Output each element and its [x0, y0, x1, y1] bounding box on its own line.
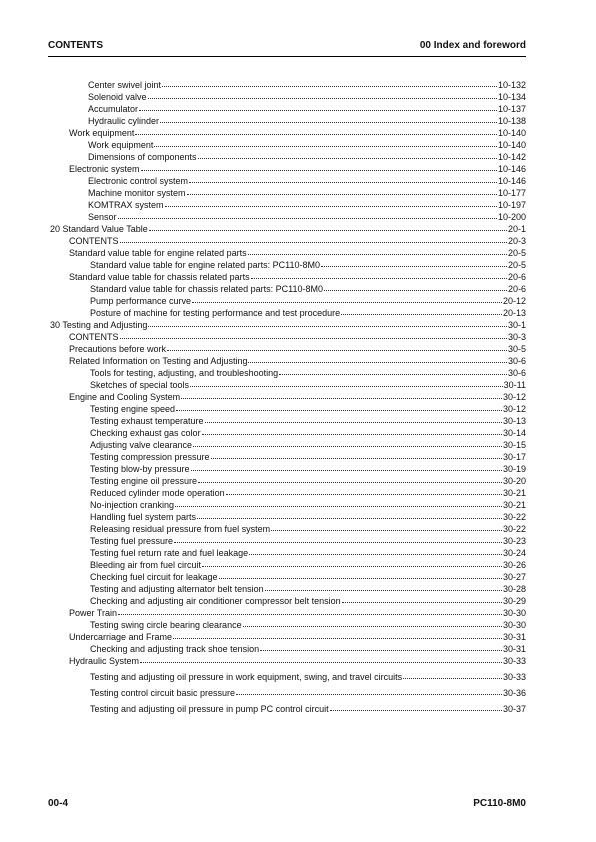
- toc-entry-title: Dimensions of components: [88, 152, 197, 162]
- model-number: PC110-8M0: [473, 798, 526, 809]
- dot-leader: [321, 266, 507, 267]
- toc-entry[interactable]: [48, 582, 526, 594]
- toc-entry[interactable]: [48, 606, 526, 618]
- dot-leader: [167, 350, 507, 351]
- toc-entry-title: Testing exhaust temperature: [90, 416, 204, 426]
- toc-entry[interactable]: [48, 510, 526, 522]
- toc-entry[interactable]: [48, 534, 526, 546]
- toc-entry-title: Testing fuel return rate and fuel leakage: [90, 548, 249, 558]
- toc-entry-title: Standard value table for engine related parts: PC110-8M0: [90, 260, 320, 270]
- dot-leader: [260, 650, 502, 651]
- toc-entry-page: 30-13: [502, 416, 526, 426]
- dot-leader: [205, 422, 502, 423]
- dot-leader: [148, 98, 497, 99]
- toc-entry[interactable]: [48, 682, 526, 698]
- dot-leader: [140, 662, 502, 663]
- toc-entry[interactable]: [48, 162, 526, 174]
- toc-entry[interactable]: [48, 78, 526, 90]
- toc-entry[interactable]: [48, 426, 526, 438]
- dot-leader: [249, 554, 502, 555]
- toc-entry[interactable]: [48, 294, 526, 306]
- toc-entry[interactable]: [48, 570, 526, 582]
- toc-entry-page: 10-134: [497, 92, 526, 102]
- dot-leader: [135, 134, 497, 135]
- toc-entry-title: Work equipment: [88, 140, 154, 150]
- toc-entry[interactable]: [48, 138, 526, 150]
- toc-entry-title: Sketches of special tools: [90, 380, 190, 390]
- toc-entry[interactable]: [48, 450, 526, 462]
- toc-entry-title: Electronic control system: [88, 176, 189, 186]
- dot-leader: [181, 398, 502, 399]
- dot-leader: [160, 122, 497, 123]
- toc-entry-title: Undercarriage and Frame: [69, 632, 173, 642]
- toc-entry-page: 30-23: [502, 536, 526, 546]
- toc-entry-page: 30-24: [502, 548, 526, 558]
- dot-leader: [148, 326, 507, 327]
- toc-entry[interactable]: [48, 630, 526, 642]
- toc-entry-page: 30-1: [507, 320, 526, 330]
- dot-leader: [192, 302, 502, 303]
- toc-entry-title: 20 Standard Value Table: [50, 224, 148, 234]
- toc-entry-page: 30-36: [502, 688, 526, 698]
- toc-entry-title: Precautions before work: [69, 344, 167, 354]
- dot-leader: [173, 638, 502, 639]
- toc-entry[interactable]: [48, 438, 526, 450]
- toc-entry-title: No-injection cranking: [90, 500, 175, 510]
- toc-entry[interactable]: [48, 558, 526, 570]
- toc-entry-page: 10-138: [497, 116, 526, 126]
- toc-entry[interactable]: [48, 150, 526, 162]
- toc-entry[interactable]: [48, 642, 526, 654]
- toc-entry[interactable]: [48, 234, 526, 246]
- dot-leader: [342, 602, 502, 603]
- toc-entry-title: Testing control circuit basic pressure: [90, 688, 236, 698]
- toc-entry-page: 30-37: [502, 704, 526, 714]
- toc-entry[interactable]: [48, 522, 526, 534]
- toc-entry-title: CONTENTS: [69, 332, 119, 342]
- toc-entry-title: Testing blow-by pressure: [90, 464, 190, 474]
- toc-entry-title: Handling fuel system parts: [90, 512, 197, 522]
- toc-entry-page: 30-17: [502, 452, 526, 462]
- toc-entry[interactable]: [48, 546, 526, 558]
- dot-leader: [120, 338, 507, 339]
- toc-entry[interactable]: [48, 114, 526, 126]
- toc-entry[interactable]: [48, 654, 526, 666]
- dot-leader: [165, 206, 497, 207]
- toc-entry-title: Reduced cylinder mode operation: [90, 488, 225, 498]
- toc-entry-title: Standard value table for chassis related parts: [69, 272, 250, 282]
- dot-leader: [197, 518, 502, 519]
- toc-entry-page: 30-29: [502, 596, 526, 606]
- toc-entry-title: Accumulator: [88, 104, 139, 114]
- toc-entry-title: Related Information on Testing and Adjusting: [69, 356, 248, 366]
- toc-entry[interactable]: [48, 282, 526, 294]
- toc-entry-page: 20-3: [507, 236, 526, 246]
- dot-leader: [251, 278, 507, 279]
- toc-entry-page: 10-132: [497, 80, 526, 90]
- toc-entry-page: 30-31: [502, 644, 526, 654]
- toc-entry[interactable]: [48, 698, 526, 714]
- dot-leader: [193, 446, 502, 447]
- toc-entry-title: Sensor: [88, 212, 117, 222]
- toc-entry-title: Bleeding air from fuel circuit: [90, 560, 202, 570]
- toc-entry-title: Posture of machine for testing performance and test procedure: [90, 308, 341, 318]
- dot-leader: [271, 530, 502, 531]
- toc-entry[interactable]: [48, 402, 526, 414]
- toc-entry-title: Testing fuel pressure: [90, 536, 174, 546]
- toc-entry-title: Tools for testing, adjusting, and troubleshooting: [90, 368, 279, 378]
- toc-entry-page: 30-3: [507, 332, 526, 342]
- toc-entry-page: 30-11: [503, 380, 526, 390]
- toc-entry[interactable]: [48, 174, 526, 186]
- dot-leader: [175, 506, 502, 507]
- toc-entry-title: Adjusting valve clearance: [90, 440, 193, 450]
- toc-entry[interactable]: [48, 354, 526, 366]
- toc-entry[interactable]: [48, 306, 526, 318]
- toc-entry-page: 30-15: [502, 440, 526, 450]
- toc-entry[interactable]: [48, 126, 526, 138]
- dot-leader: [248, 362, 507, 363]
- toc-entry[interactable]: [48, 486, 526, 498]
- toc-entry-title: KOMTRAX system: [88, 200, 164, 210]
- toc-entry-title: Testing swing circle bearing clearance: [90, 620, 242, 630]
- dot-leader: [265, 590, 502, 591]
- dot-leader: [191, 470, 502, 471]
- dot-leader: [149, 230, 507, 231]
- toc-entry-page: 30-14: [502, 428, 526, 438]
- toc-entry-page: 10-146: [497, 164, 526, 174]
- dot-leader: [120, 242, 507, 243]
- toc-entry-page: 10-140: [497, 140, 526, 150]
- dot-leader: [202, 566, 502, 567]
- toc-entry[interactable]: [48, 462, 526, 474]
- toc-entry-title: Power Train: [69, 608, 118, 618]
- dot-leader: [341, 314, 502, 315]
- toc-entry-title: CONTENTS: [69, 236, 119, 246]
- dot-leader: [330, 710, 502, 711]
- toc-entry-page: 30-31: [502, 632, 526, 642]
- toc-entry[interactable]: [48, 666, 526, 682]
- dot-leader: [236, 694, 502, 695]
- toc-entry-page: 20-5: [507, 260, 526, 270]
- toc-entry-page: 20-6: [507, 272, 526, 282]
- dot-leader: [198, 482, 502, 483]
- dot-leader: [118, 614, 502, 615]
- toc-entry-title: Machine monitor system: [88, 188, 186, 198]
- toc-entry[interactable]: [48, 210, 526, 222]
- toc-entry-page: 30-6: [507, 368, 526, 378]
- dot-leader: [190, 386, 503, 387]
- toc-entry[interactable]: [48, 90, 526, 102]
- dot-leader: [243, 626, 502, 627]
- toc-entry-page: 30-20: [502, 476, 526, 486]
- toc-entry-title: Checking fuel circuit for leakage: [90, 572, 218, 582]
- dot-leader: [187, 194, 497, 195]
- dot-leader: [174, 542, 502, 543]
- toc-entry-title: Testing and adjusting alternator belt tension: [90, 584, 264, 594]
- toc-entry-page: 30-33: [502, 656, 526, 666]
- dot-leader: [198, 158, 497, 159]
- toc-entry[interactable]: [48, 258, 526, 270]
- dot-leader: [324, 290, 507, 291]
- toc-entry-page: 30-21: [502, 500, 526, 510]
- toc-entry-title: Engine and Cooling System: [69, 392, 181, 402]
- toc-entry-title: Releasing residual pressure from fuel system: [90, 524, 271, 534]
- toc-entry-title: Pump performance curve: [90, 296, 192, 306]
- toc-entry[interactable]: [48, 414, 526, 426]
- dot-leader: [248, 254, 507, 255]
- dot-leader: [403, 678, 502, 679]
- toc-entry[interactable]: [48, 390, 526, 402]
- toc-entry[interactable]: [48, 594, 526, 606]
- toc-entry[interactable]: [48, 378, 526, 390]
- toc-entry-page: 30-21: [502, 488, 526, 498]
- dot-leader: [189, 182, 497, 183]
- dot-leader: [118, 218, 497, 219]
- toc-entry[interactable]: [48, 474, 526, 486]
- header-chapter-title: 00 Index and foreword: [419, 40, 526, 51]
- toc-entry-title: Testing and adjusting oil pressure in pump PC control circuit: [90, 704, 329, 714]
- toc-entry-page: 30-12: [502, 392, 526, 402]
- toc-entry[interactable]: [48, 102, 526, 114]
- toc-entry[interactable]: [48, 246, 526, 258]
- toc-entry-page: 20-13: [502, 308, 526, 318]
- toc-entry[interactable]: [48, 366, 526, 378]
- toc-entry-title: Work equipment: [69, 128, 135, 138]
- table-of-contents: [48, 78, 526, 714]
- toc-entry-page: 10-197: [497, 200, 526, 210]
- toc-entry-title: Checking and adjusting air conditioner compressor belt tension: [90, 596, 341, 606]
- toc-entry-title: Hydraulic cylinder: [88, 116, 160, 126]
- toc-entry-title: Standard value table for engine related parts: [69, 248, 247, 258]
- toc-entry-page: 20-12: [502, 296, 526, 306]
- toc-entry-page: 10-177: [497, 188, 526, 198]
- dot-leader: [154, 146, 497, 147]
- dot-leader: [141, 170, 497, 171]
- toc-entry-page: 30-12: [502, 404, 526, 414]
- toc-entry-page: 20-5: [507, 248, 526, 258]
- toc-entry[interactable]: [48, 318, 526, 330]
- dot-leader: [226, 494, 502, 495]
- toc-entry-title: Testing engine oil pressure: [90, 476, 198, 486]
- toc-entry[interactable]: [48, 330, 526, 342]
- toc-entry-title: Solenoid valve: [88, 92, 147, 102]
- toc-entry-page: 10-142: [497, 152, 526, 162]
- toc-entry-page: 20-1: [507, 224, 526, 234]
- toc-entry-page: 10-140: [497, 128, 526, 138]
- header-rule: [48, 56, 526, 57]
- toc-entry-title: Testing engine speed: [90, 404, 176, 414]
- toc-entry-page: 10-200: [497, 212, 526, 222]
- toc-entry-page: 30-27: [502, 572, 526, 582]
- toc-entry-page: 10-137: [497, 104, 526, 114]
- dot-leader: [211, 458, 502, 459]
- toc-entry-title: Electronic system: [69, 164, 140, 174]
- page-footer: [48, 798, 526, 812]
- toc-entry[interactable]: [48, 342, 526, 354]
- header-section-title: CONTENTS: [48, 40, 103, 51]
- toc-entry-title: Checking and adjusting track shoe tension: [90, 644, 260, 654]
- toc-entry-page: 30-22: [502, 524, 526, 534]
- toc-entry[interactable]: [48, 618, 526, 630]
- toc-entry-page: 30-30: [502, 608, 526, 618]
- toc-entry-title: Center swivel joint: [88, 80, 162, 90]
- toc-entry-title: Standard value table for chassis related parts: PC110-8M0: [90, 284, 323, 294]
- toc-entry[interactable]: [48, 270, 526, 282]
- toc-entry[interactable]: [48, 198, 526, 210]
- page-header: [48, 40, 526, 56]
- toc-entry-page: 30-26: [502, 560, 526, 570]
- toc-entry[interactable]: [48, 498, 526, 510]
- dot-leader: [279, 374, 507, 375]
- toc-entry-page: 30-19: [502, 464, 526, 474]
- dot-leader: [219, 578, 502, 579]
- toc-entry-page: 20-6: [507, 284, 526, 294]
- toc-entry-page: 10-146: [497, 176, 526, 186]
- toc-entry-title: Hydraulic System: [69, 656, 140, 666]
- toc-entry-title: Testing and adjusting oil pressure in work equipment, swing, and travel circuits: [90, 672, 403, 682]
- dot-leader: [162, 86, 497, 87]
- dot-leader: [176, 410, 502, 411]
- toc-entry-page: 30-22: [502, 512, 526, 522]
- toc-entry-page: 30-30: [502, 620, 526, 630]
- toc-entry[interactable]: [48, 186, 526, 198]
- dot-leader: [202, 434, 502, 435]
- toc-entry-title: Testing compression pressure: [90, 452, 210, 462]
- toc-entry-page: 30-5: [507, 344, 526, 354]
- toc-entry-page: 30-33: [502, 672, 526, 682]
- toc-entry[interactable]: [48, 222, 526, 234]
- toc-entry-page: 30-6: [507, 356, 526, 366]
- dot-leader: [139, 110, 497, 111]
- toc-entry-title: 30 Testing and Adjusting: [50, 320, 148, 330]
- toc-entry-page: 30-28: [502, 584, 526, 594]
- toc-entry-title: Checking exhaust gas color: [90, 428, 201, 438]
- page-number: 00-4: [48, 798, 69, 809]
